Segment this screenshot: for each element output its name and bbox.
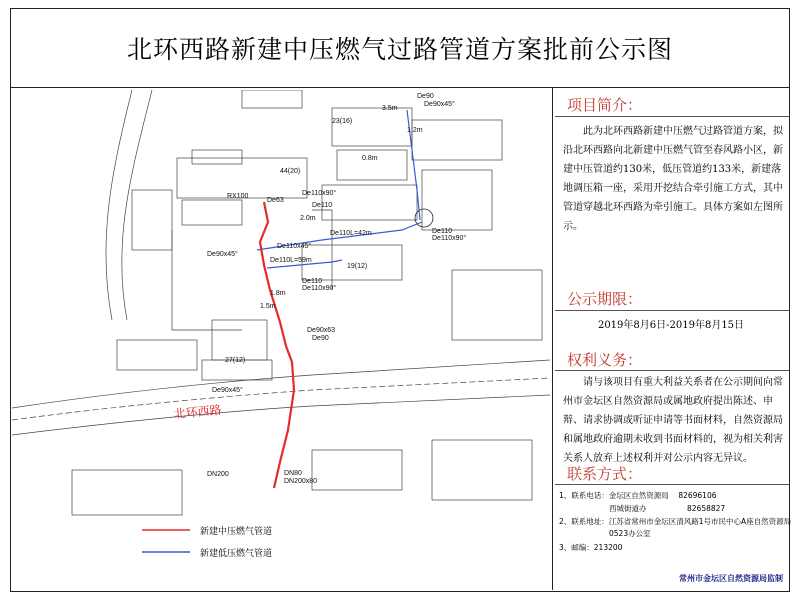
- map-label-rx100: RX100: [227, 193, 249, 200]
- rights-text: 请与该项目有重大利益关系者在公示期间向常州市金坛区自然资源局或属地政府提出陈述、申辩、请求协调或听证申请等书面材料，自然资源局和属地政府逾期未收到书面材料的，视为相关利害关系人放弃上述权利并对公示内容无异议。: [563, 377, 783, 464]
- svg-text:De90x45°: De90x45°: [207, 251, 238, 258]
- svg-text:De110x90°: De110x90°: [302, 190, 337, 197]
- contact-phone-2: 西城街道办 82658827: [609, 504, 726, 513]
- map-label-building-23: 23(16): [332, 118, 353, 125]
- footer-issuer: 常州市金坛区自然资源局监制: [679, 574, 783, 583]
- divider: [555, 484, 789, 485]
- divider: [555, 310, 789, 311]
- svg-text:De110L=59m: De110L=59m: [270, 257, 312, 264]
- svg-text:De110: De110: [432, 228, 453, 235]
- svg-text:1.8m: 1.8m: [270, 290, 286, 297]
- map-label-building-19: 19(12): [347, 263, 368, 270]
- svg-text:2.0m: 2.0m: [300, 215, 316, 222]
- svg-text:De110x45°: De110x45°: [277, 243, 312, 250]
- period-heading: 公示期限：: [567, 290, 643, 308]
- svg-text:3.5m: 3.5m: [382, 105, 398, 112]
- info-panel: [553, 88, 792, 590]
- svg-text:De90x45°: De90x45°: [424, 101, 455, 108]
- svg-text:De110: De110: [312, 202, 333, 209]
- map-drawing: [12, 90, 550, 590]
- rights-heading: 权利义务：: [567, 351, 643, 369]
- project-text: 此为北环西路新建中压燃气过路管道方案，拟沿北环西路向北新建中压燃气管至春风路小区，新建中压管道约130米，低压管道约133米，新建落地调压箱一座，采用开挖结合牵引施工方式，其中管道穿越北环西路为牵引施工。具体方案如左图所示。: [563, 126, 783, 232]
- svg-text:DN200x80: DN200x80: [284, 478, 318, 485]
- map-label-building-27: 27(12): [225, 357, 246, 364]
- contact-address: 2、联系地址：江苏省常州市金坛区清风路1号市民中心A座自然资源局: [559, 517, 792, 526]
- svg-text:1.2m: 1.2m: [407, 127, 423, 134]
- svg-text:De90: De90: [417, 93, 434, 100]
- svg-text:1.5m: 1.5m: [260, 303, 276, 310]
- pipeline-map: [12, 90, 550, 590]
- svg-text:De90x63: De90x63: [307, 327, 336, 334]
- contact-phone-1: 1、联系电话：金坛区自然资源局 82696106: [559, 491, 717, 500]
- legend-medium-label: 新建中压燃气管道: [200, 527, 273, 537]
- project-heading: 项目简介：: [567, 96, 643, 114]
- svg-text:De90: De90: [312, 335, 329, 342]
- svg-text:De110L=42m: De110L=42m: [330, 230, 372, 237]
- page-title: 北环西路新建中压燃气过路管道方案批前公示图: [10, 8, 790, 88]
- contact-postcode: 3、邮编：213200: [559, 543, 623, 552]
- divider: [555, 116, 789, 117]
- svg-text:De110x90°: De110x90°: [302, 285, 337, 292]
- svg-text:De63: De63: [267, 197, 284, 204]
- period-text: 2019年8月6日-2019年8月15日: [597, 320, 745, 331]
- svg-text:De110x90°: De110x90°: [432, 235, 467, 242]
- contact-heading: 联系方式：: [567, 465, 643, 483]
- svg-text:De110: De110: [302, 278, 323, 285]
- divider: [555, 370, 789, 371]
- legend-low-label: 新建低压燃气管道: [200, 549, 273, 559]
- contact-office: 0523办公室: [609, 529, 651, 538]
- svg-text:DN80: DN80: [284, 470, 302, 477]
- svg-text:De90x45°: De90x45°: [212, 387, 243, 394]
- map-road-label: 北环西路: [173, 402, 223, 421]
- map-label-building-44: 44(20): [280, 168, 301, 175]
- svg-text:DN200: DN200: [207, 471, 229, 478]
- svg-text:0.8m: 0.8m: [362, 155, 378, 162]
